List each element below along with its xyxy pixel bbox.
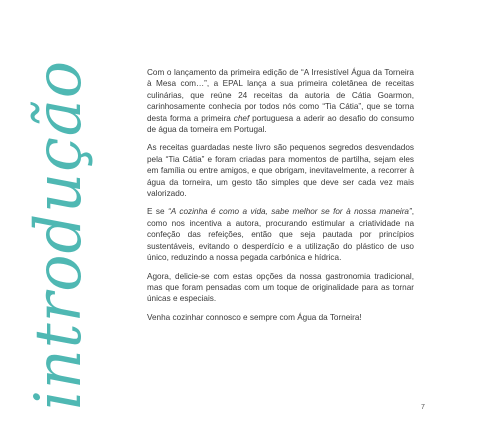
section-title	[22, 48, 98, 415]
paragraph-3: E se “A cozinha é como a vida, sabe melhor se for à nossa maneira”, como nos incentiva a autora, procurando estimular a criatividade na confeção das refeições, então que seja pautada por princípios sustentáveis, evitando o desperdício e a utilização do plástico de uso único, reduzindo a nossa pegada carbónica e hídrica.	[147, 207, 414, 263]
section-title-text: introdução	[22, 48, 96, 410]
page-number: 7	[421, 404, 425, 411]
body-text	[147, 67, 414, 330]
paragraph-2: As receitas guardadas neste livro são pequenos segredos desvendados pela “Tia Cátia” e foram criadas para momentos de partilha, sejam eles em família ou entre amigos, e que obrigam, inevitavelmente, a recorrer à água da torneira, um gesto tão simples que deve ser cada vez mais valorizado.	[147, 143, 414, 199]
paragraph-5: Venha cozinhar connosco e sempre com Água da Torneira!	[147, 312, 362, 322]
paragraph-4: Agora, delicie-se com estas opções da nossa gastronomia tradicional, mas que foram pensadas com um toque de originalidade para as tornar únicas e especiais.	[147, 271, 414, 304]
section-title-graphic	[22, 48, 98, 415]
paragraph-1: Com o lançamento da primeira edição de “A Irresistível Água da Torneira à Mesa com…”, a EPAL lança a sua primeira coletânea de receitas culinárias, que reúne 24 receitas da autoria de Cátia Goarmon, carinhosamente conhecia por todos nós como “Tia Cátia”, que se torna desta forma a primeira chef portuguesa a aderir ao desafio do consumo de água da torneira em Portugal.	[147, 68, 415, 135]
